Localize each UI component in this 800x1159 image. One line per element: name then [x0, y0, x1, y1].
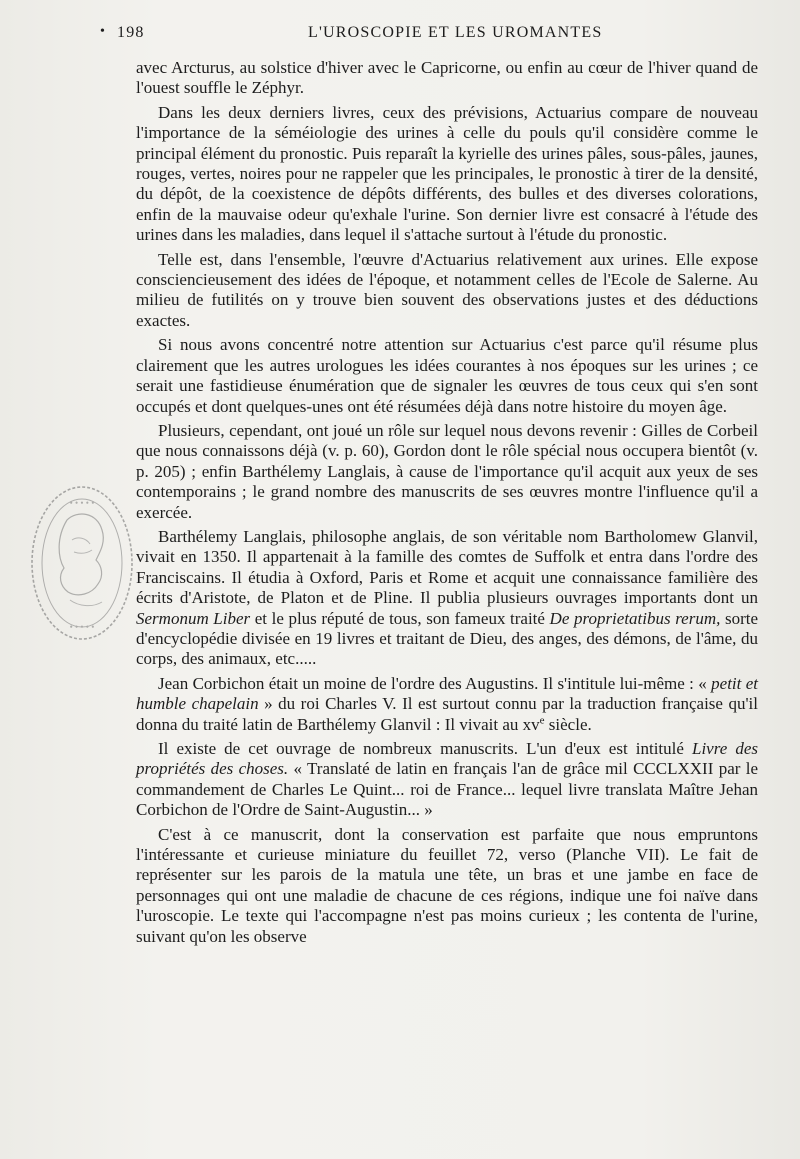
paragraph [136, 103, 758, 246]
svg-text:• • • • •: • • • • • [69, 498, 95, 508]
italic-quote: petit et humble chapelain [136, 673, 759, 714]
paragraph-text: Dans les deux derniers livres, ceux des prévisions, Actuarius compare de nouveau l'importance de la séméiologie des urines à celle du pouls qu'il considère comme le principal élément du pronostic. Puis reparaît la kyrielle des urines pâles, sous-pâles, jaunes, rouges, vertes, noires pour ne rappeler que les principales, le pronostic à tirer de la densité, du dépôt, de la coexistence de dépôts différents, des bulles et des diverses colorations, enfin de la mauvaise odeur qu'exhale l'urine. Son dernier livre est consacré à l'étude des urines dans les maladies, dans lequel il s'attache surtout à l'étude du pronostic. [136, 102, 758, 245]
paragraph-text: » du roi Charles V. Il est surtout connu par la traduction française qu'il donna du traité latin de Barthélemy Glanvil : Il vivait au xv [136, 694, 758, 734]
paragraph-text: Barthélemy Langlais, philosophe anglais, de son véritable nom Bartholomew Glanvil, vivait en 1350. Il appartenait à la famille des comtes de Suffolk et entra dans l'ordre des Franciscains. Il étudia à Oxford, Paris et Rome et acquit une connaissance familière des écrits d'Aristote, de Platon et de Pline. Il publia plusieurs ouvrages importants dont un [136, 526, 758, 608]
paragraph-text: siècle. [548, 714, 592, 734]
paragraph [136, 527, 758, 670]
page-number: 198 [117, 24, 145, 41]
paragraph [136, 739, 758, 821]
paragraph [136, 421, 758, 523]
paragraph-text: et le plus réputé de tous, son fameux traité [254, 608, 545, 628]
italic-title: De proprietatibus rerum, [549, 608, 721, 628]
paragraph-text: C'est à ce manuscrit, dont la conservation est parfaite que nous empruntons l'intéressante et curieuse miniature du feuillet 72, verso (Planche VII). Le fait de représenter sur les parois de la matula une tête, un bras et une jambe en face de personnages qui ont une maladie de chacune de ces régions, indique une foi naïve dans l'uroscopie. Le texte qui l'accompagne n'est pas moins curieux ; les contenta de l'urine, suivant qu'on les observe [136, 824, 758, 946]
paragraph [136, 825, 758, 947]
italic-title: Sermonum Liber [136, 608, 251, 628]
header-mark: • [100, 24, 107, 39]
superscript: e [539, 713, 545, 726]
paragraph-text: Telle est, dans l'ensemble, l'œuvre d'Actuarius relativement aux urines. Elle expose consciencieusement des idées de l'époque, et notamment celles de l'Ecole de Salerne. Au milieu de futilités on y trouve bien souvent des observations justes et des déductions exactes. [136, 249, 758, 330]
paragraph-text: « Translaté de latin en français l'an de grâce mil CCCLXXII par le commandement de Charles Le Quint... roi de France... lequel livre translata Maître Jehan Corbichon de l'Ordre de Saint-Augustin... » [136, 759, 759, 820]
paragraph-text: avec Arcturus, au solstice d'hiver avec le Capricorne, ou enfin au cœur de l'hiver quand de l'ouest souffle le Zéphyr. [136, 58, 758, 98]
running-head: L'UROSCOPIE ET LES UROMANTES [308, 24, 603, 41]
body-text [136, 58, 758, 951]
paragraph-text: sorte d'encyclopédie divisée en 19 livres et traitant de Dieu, des anges, des démons, de l'âme, du corps, des animaux, etc..... [136, 608, 759, 669]
paragraph [136, 674, 758, 735]
paragraph [136, 335, 758, 417]
paragraph-text: Plusieurs, cependant, ont joué un rôle sur lequel nous devons revenir : Gilles de Corbeil que nous connaissons déjà (v. p. 60), Gordon dont le rôle spécial nous occupera bientôt (v. p. 205) ; enfin Barthélemy Langlais, à cause de l'importance qu'il acquit aux yeux de ses contemporains ; le grand nombre des manuscrits de ses œuvres montre l'influence qu'il a exercée. [136, 420, 758, 522]
paragraph-text: Il existe de cet ouvrage de nombreux manuscrits. L'un d'eux est intitulé [158, 739, 684, 758]
paragraph-text: Jean Corbichon était un moine de l'ordre des Augustins. Il s'intitule lui-même : « [158, 673, 707, 693]
italic-title: Livre des propriétés des choses. [136, 739, 758, 779]
page-header [0, 22, 800, 46]
svg-text:• • • • •: • • • • • [69, 622, 95, 632]
library-stamp-icon [22, 480, 136, 646]
paragraph-text: Si nous avons concentré notre attention sur Actuarius c'est parce qu'il résume plus clairement que les autres urologues les idées courantes à nos époques sur les urines ; ce serait une fastidieuse énumération que de signaler les œuvres de tous ceux qui s'en sont occupés et dont quelques-unes ont été résumées déjà dans notre histoire du moyen âge. [136, 335, 758, 416]
paragraph [136, 250, 758, 332]
paragraph [136, 58, 758, 99]
